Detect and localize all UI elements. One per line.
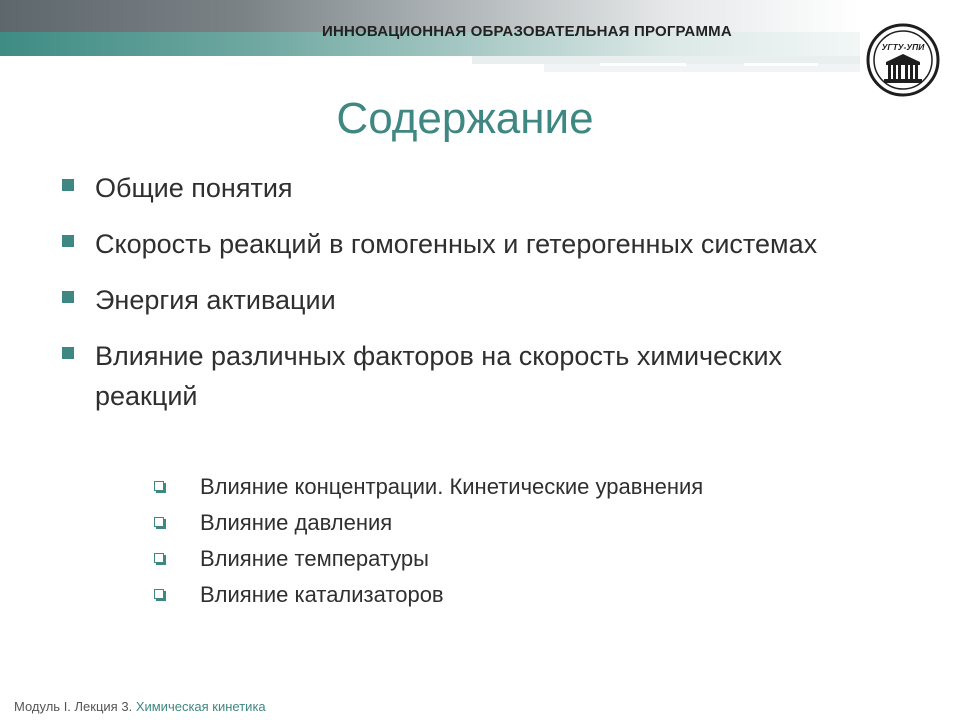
header-dash	[600, 63, 686, 66]
square-bullet-icon	[62, 347, 74, 359]
footer	[14, 699, 266, 714]
sub-list-item	[152, 472, 872, 502]
header-dash	[744, 63, 818, 66]
list-item-text: Общие понятия	[95, 173, 293, 203]
checkbox-bullet-icon	[154, 589, 164, 599]
sub-list-item-text: Влияние температуры	[200, 546, 429, 571]
sub-list	[152, 472, 872, 616]
square-bullet-icon	[62, 291, 74, 303]
list-item-text: Влияние различных факторов на скорость химических реакций	[95, 341, 783, 411]
header-band	[0, 0, 960, 80]
sub-list-item-text: Влияние катализаторов	[200, 582, 444, 607]
list-item	[62, 224, 862, 264]
square-bullet-icon	[62, 179, 74, 191]
university-logo	[864, 22, 942, 98]
contents-list	[62, 168, 862, 416]
sub-list-item-text: Влияние концентрации. Кинетические уравнения	[200, 474, 704, 499]
program-title: ИННОВАЦИОННАЯ ОБРАЗОВАТЕЛЬНАЯ ПРОГРАММА	[322, 23, 732, 40]
sub-list-item-text: Влияние давления	[200, 510, 393, 535]
list-item-text: Энергия активации	[95, 285, 336, 315]
footer-module: Модуль I. Лекция 3.	[14, 699, 133, 714]
list-item-text: Скорость реакций в гомогенных и гетерогенных системах	[95, 229, 818, 259]
checkbox-bullet-icon	[154, 553, 164, 563]
sub-list-item	[152, 544, 872, 574]
logo-text: УГТУ-УПИ	[881, 42, 925, 52]
sub-list-item	[152, 508, 872, 538]
checkbox-bullet-icon	[154, 481, 164, 491]
sub-list-item	[152, 580, 872, 610]
list-item	[62, 280, 862, 320]
slide-title: Содержание	[336, 94, 594, 143]
square-bullet-icon	[62, 235, 74, 247]
checkbox-bullet-icon	[154, 517, 164, 527]
list-item	[62, 168, 862, 208]
list-item	[62, 336, 862, 416]
footer-topic: Химическая кинетика	[135, 699, 266, 714]
